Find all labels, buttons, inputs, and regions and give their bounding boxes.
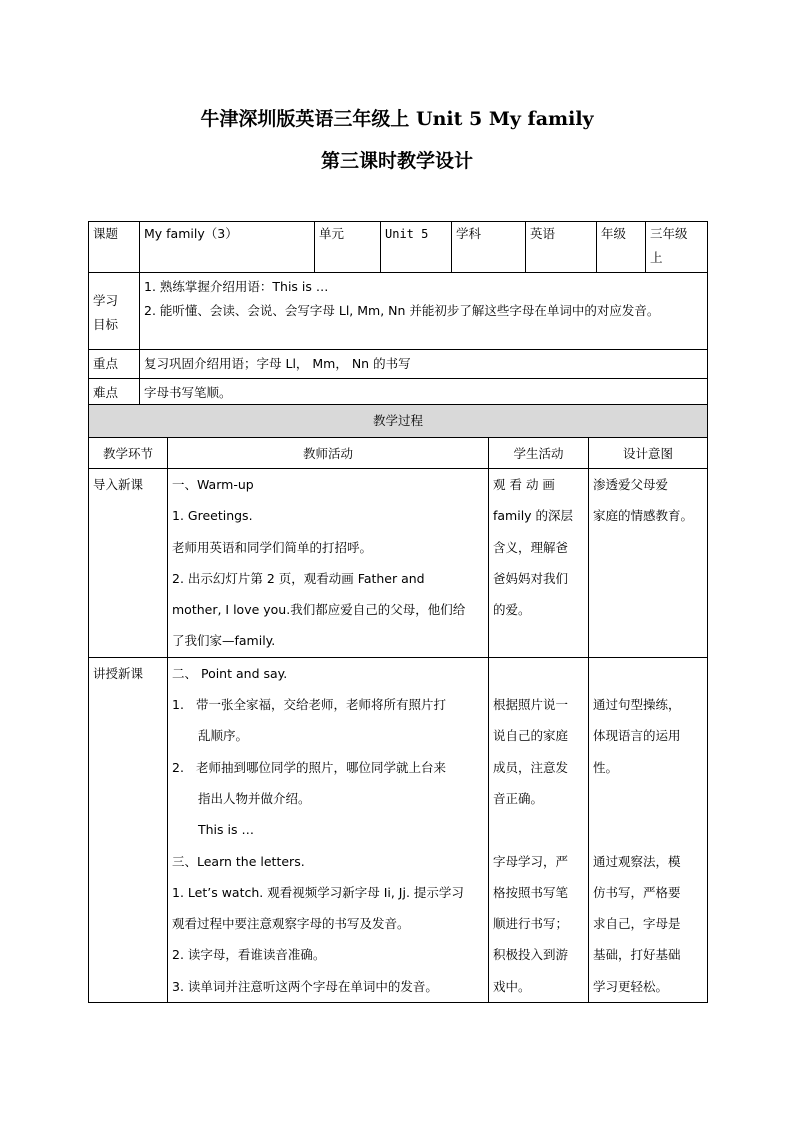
teacher-line bbox=[172, 752, 484, 783]
goals-content bbox=[140, 273, 708, 350]
list-number: 1. bbox=[172, 697, 184, 713]
teacher-activity bbox=[168, 657, 489, 1002]
unit-label: 单元 bbox=[315, 222, 381, 273]
intent-line: 家庭的情感教育。 bbox=[593, 508, 694, 524]
goals-label bbox=[89, 273, 140, 350]
document-subtitle: 第三课时教学设计 bbox=[320, 150, 473, 172]
goal-1: 1. 熟练掌握介绍用语：This is … bbox=[144, 279, 329, 294]
teacher-line: 三、Learn the letters. bbox=[172, 853, 305, 869]
student-line: 根据照片说一 bbox=[493, 697, 569, 713]
design-intent bbox=[589, 657, 708, 1002]
list-text: 带一张全家福，交给老师，老师将所有照片打 bbox=[196, 697, 447, 713]
student-line: 成员，注意发 bbox=[493, 759, 569, 775]
subject-value: 英语 bbox=[526, 222, 597, 273]
student-line: 观 看 动 画 bbox=[493, 477, 555, 492]
intent-line: 通过观察法，模 bbox=[593, 853, 681, 869]
student-line: 音正确。 bbox=[493, 790, 544, 806]
goals-label-line-1: 学习 bbox=[93, 293, 119, 308]
teacher-line: 1. Greetings. bbox=[172, 508, 253, 524]
grade-label: 年级 bbox=[597, 222, 646, 273]
difficulty-value: 字母书写笔顺。 bbox=[140, 379, 708, 407]
column-header-stage: 教学环节 bbox=[89, 438, 168, 469]
teacher-line: 指出人物并做介绍。 bbox=[198, 790, 311, 806]
intent-line: 渗透爱父母爱 bbox=[593, 477, 669, 492]
difficulty-label: 难点 bbox=[89, 379, 140, 407]
document-title: 牛津深圳版英语三年级上 Unit 5 My family bbox=[200, 108, 594, 130]
student-line: 的爱。 bbox=[493, 602, 531, 618]
teacher-line: 1. Let’s watch. 观看视频学习新字母 Ii, Jj. 提示学习 bbox=[172, 884, 464, 900]
topic-label: 课题 bbox=[89, 222, 140, 273]
teacher-line: 老师用英语和同学们简单的打招呼。 bbox=[172, 539, 373, 555]
teacher-activity bbox=[168, 469, 489, 658]
student-line: 积极投入到游 bbox=[493, 947, 569, 963]
column-header-student: 学生活动 bbox=[489, 438, 589, 469]
teacher-line: 二、 Point and say. bbox=[172, 665, 288, 681]
intent-line: 学习更轻松。 bbox=[593, 978, 669, 994]
design-intent bbox=[589, 469, 708, 658]
grade-value-line-2: 上 bbox=[650, 250, 663, 265]
topic-value: My family（3） bbox=[140, 222, 315, 273]
intent-line: 仿书写，严格要 bbox=[593, 884, 681, 900]
key-point-label: 重点 bbox=[89, 350, 140, 379]
student-line: family 的深层 bbox=[493, 508, 574, 524]
teacher-line: 观看过程中要注意观察字母的书写及发音。 bbox=[172, 916, 410, 932]
key-point-value: 复习巩固介绍用语；字母 Ll， Mm， Nn 的书写 bbox=[140, 350, 708, 379]
stage-row-new-lesson bbox=[89, 657, 708, 1002]
teacher-line: 乱顺序。 bbox=[198, 728, 249, 744]
teacher-line: This is … bbox=[198, 822, 254, 838]
intent-line: 性。 bbox=[593, 759, 619, 775]
student-line: 格按照书写笔 bbox=[493, 884, 569, 900]
intent-line: 通过句型操练， bbox=[593, 697, 681, 713]
student-activity bbox=[489, 469, 589, 658]
teacher-line: 2. 读字母，看谁读音准确。 bbox=[172, 947, 326, 963]
stage-name bbox=[89, 657, 168, 1002]
teacher-line: 2. 出示幻灯片第 2 页，观看动画 Father and bbox=[172, 570, 425, 586]
student-line: 戏中。 bbox=[493, 978, 531, 994]
subject-label: 学科 bbox=[452, 222, 526, 273]
goal-2: 2. 能听懂、会读、会说、会写字母 Ll, Mm, Nn 并能初步了解这些字母在单词中的对应发音。 bbox=[144, 303, 660, 318]
teacher-line: mother, I love you.我们都应爱自己的父母，他们给 bbox=[172, 602, 466, 618]
student-line: 爸妈妈对我们 bbox=[493, 570, 569, 586]
student-activity bbox=[489, 657, 589, 1002]
teaching-process-table bbox=[88, 404, 708, 1003]
student-line: 含义，理解爸 bbox=[493, 539, 569, 555]
teacher-line: 一、Warm-up bbox=[172, 477, 254, 492]
column-header-intent: 设计意图 bbox=[589, 438, 708, 469]
grade-value-line-1: 三年级 bbox=[650, 226, 688, 241]
column-header-teacher: 教师活动 bbox=[168, 438, 489, 469]
lesson-info-table bbox=[88, 221, 708, 407]
goals-label-line-2: 目标 bbox=[93, 317, 119, 332]
intent-line: 体现语言的运用 bbox=[593, 728, 681, 744]
grade-value bbox=[646, 222, 708, 273]
unit-value: Unit 5 bbox=[381, 222, 452, 273]
intent-line: 基础，打好基础 bbox=[593, 947, 681, 963]
intent-line: 求自己，字母是 bbox=[593, 916, 681, 932]
teacher-line: 3. 读单词并注意听这两个字母在单词中的发音。 bbox=[172, 978, 438, 994]
stage-name bbox=[89, 469, 168, 658]
process-heading: 教学过程 bbox=[89, 405, 708, 438]
student-line: 字母学习，严 bbox=[493, 853, 569, 869]
stage-row-intro bbox=[89, 469, 708, 658]
list-text: 老师抽到哪位同学的照片，哪位同学就上台来 bbox=[196, 759, 447, 775]
stage-name-text: 导入新课 bbox=[93, 477, 144, 492]
teacher-line bbox=[172, 689, 484, 720]
teacher-line: 了我们家—family. bbox=[172, 633, 276, 649]
student-line: 顺进行书写； bbox=[493, 916, 569, 932]
student-line: 说自己的家庭 bbox=[493, 728, 569, 744]
stage-name-text: 讲授新课 bbox=[93, 665, 144, 681]
list-number: 2. bbox=[172, 759, 184, 775]
